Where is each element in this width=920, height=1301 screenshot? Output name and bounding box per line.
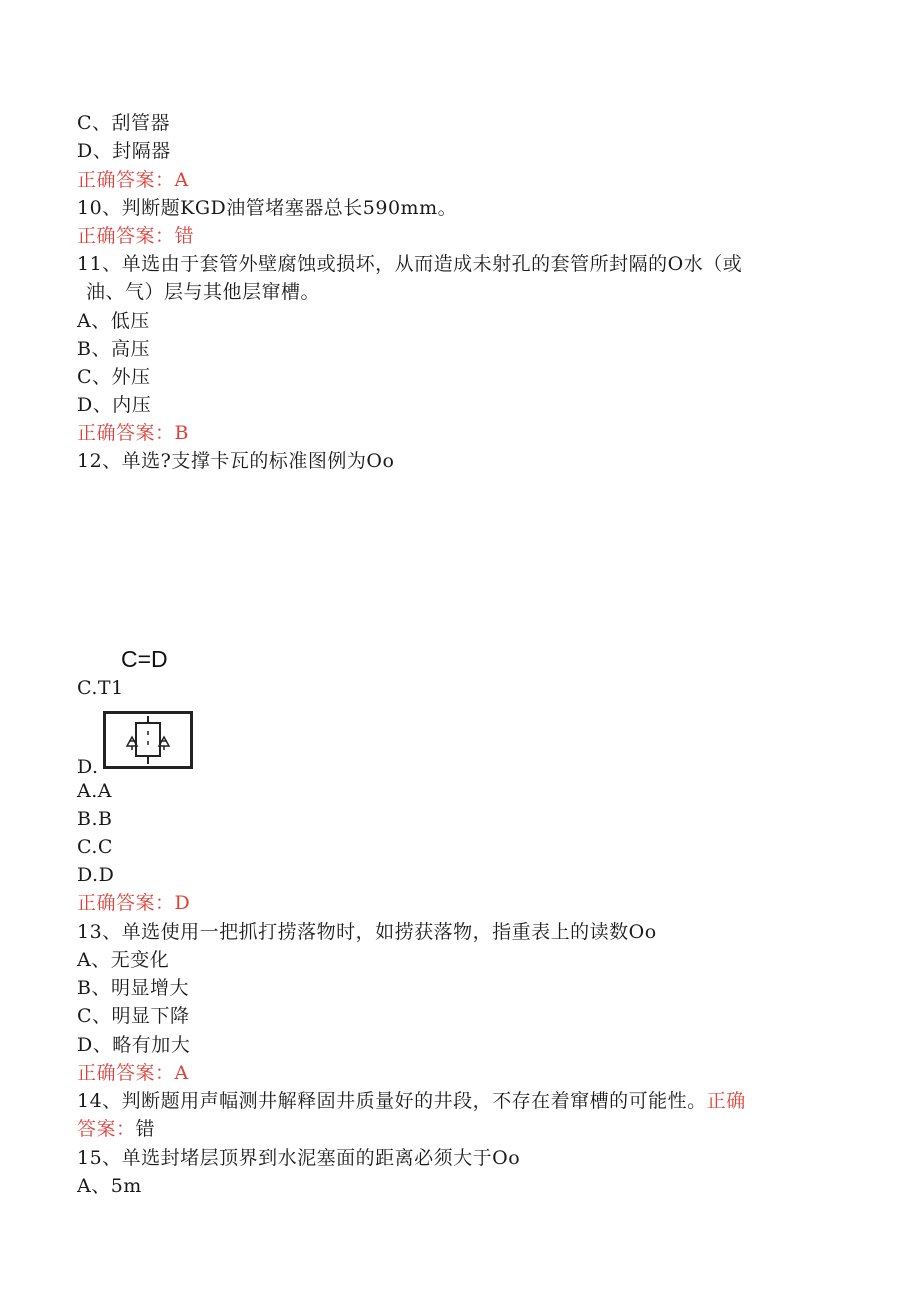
- option-a: A、5m: [77, 1175, 142, 1197]
- option-c: C.C: [77, 836, 113, 858]
- answer-value: 错: [135, 1118, 156, 1140]
- option-d-figure: D.: [77, 756, 99, 778]
- question-11-cont: 油、气）层与其他层窜槽。: [86, 281, 321, 303]
- question-10: 10、判断题KGD油管堵塞器总长590mm。: [77, 197, 458, 219]
- option-d: D、略有加大: [77, 1034, 191, 1056]
- answer-line: 正确答案：D: [77, 892, 191, 914]
- question-14-text: 14、判断题用声幅测井解释固井质量好的井段，不存在着窜槽的可能性。: [77, 1090, 707, 1112]
- option-b: B、明显增大: [77, 977, 189, 999]
- option-b: B.B: [77, 808, 113, 830]
- option-a: A、无变化: [77, 949, 170, 971]
- option-b: B、高压: [77, 338, 150, 360]
- figure-label: C=D: [121, 646, 168, 672]
- option-a: A.A: [77, 780, 112, 802]
- question-11: 11、单选由于套管外壁腐蚀或损坏，从而造成未射孔的套管所封隔的O水（或: [77, 253, 743, 275]
- question-14: [77, 1088, 746, 1114]
- option-c: C、外压: [77, 366, 151, 388]
- answer-line: 正确答案：错: [77, 225, 195, 247]
- answer-line: 正确答案：A: [77, 1062, 189, 1084]
- answer-line: 正确答案：B: [77, 422, 189, 444]
- option-a: A、低压: [77, 310, 150, 332]
- slip-support-symbol-icon: [103, 711, 193, 769]
- option-d: D、内压: [77, 394, 152, 416]
- answer-label-end: 答案：: [77, 1118, 136, 1140]
- answer-label-start: 正确: [706, 1090, 746, 1112]
- question-13: 13、单选使用一把抓打捞落物时，如捞获落物，指重表上的读数Oo: [77, 921, 657, 943]
- option-c-figure: C.T1: [77, 677, 124, 699]
- answer-line: [77, 1116, 155, 1142]
- question-15: 15、单选封堵层顶界到水泥塞面的距离必须大于Oo: [77, 1147, 521, 1169]
- option-d: D.D: [77, 864, 115, 886]
- option-d: D、封隔器: [77, 140, 171, 162]
- option-c: C、刮管器: [77, 112, 171, 134]
- option-c: C、明显下降: [77, 1005, 190, 1027]
- question-12: 12、单选?支撑卡瓦的标准图例为Oo: [77, 450, 395, 472]
- answer-line: 正确答案：A: [77, 169, 189, 191]
